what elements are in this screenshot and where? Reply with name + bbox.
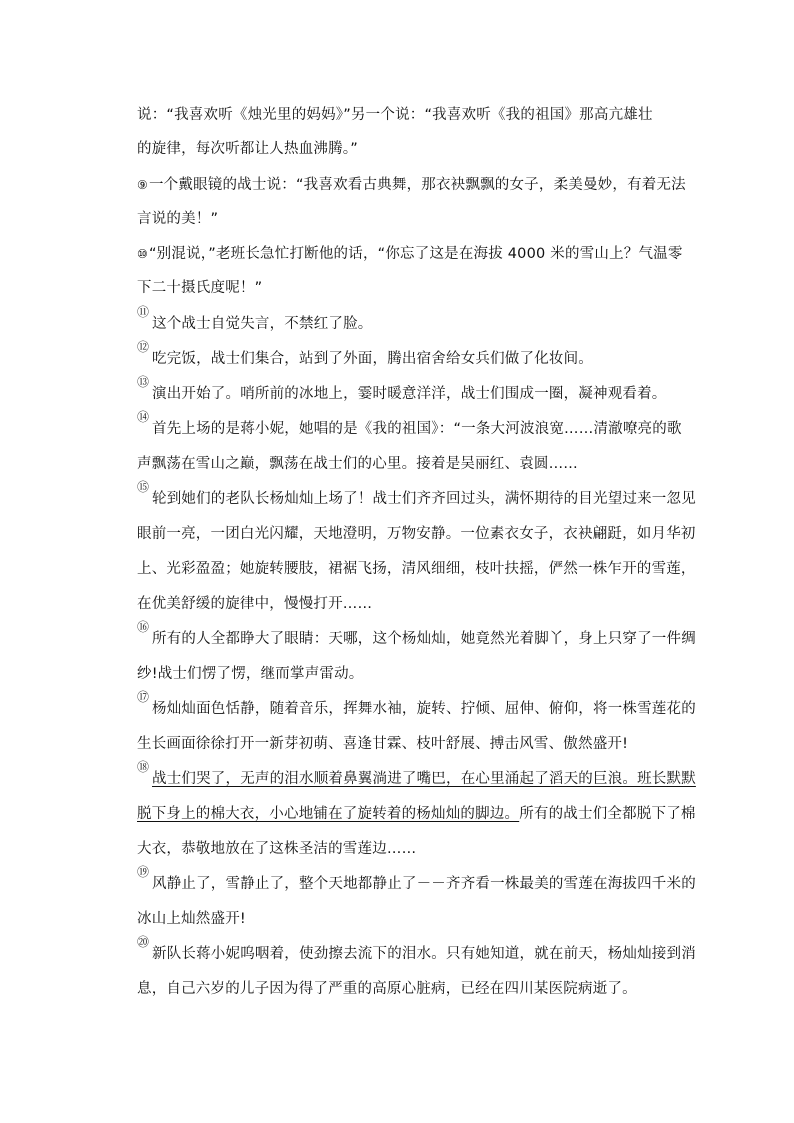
paragraph-18-line-2 xyxy=(137,804,696,824)
paragraph-10-line-1 xyxy=(137,244,683,264)
text-line: 息，自己六岁的儿子因为得了严重的高原心脏病，已经在四川某医院病逝了。 xyxy=(137,981,637,997)
paragraph-number: ⑰ xyxy=(137,690,150,704)
underlined-text-line: 战士们哭了，无声的泪水顺着鼻翼淌进了嘴巴，在心里涌起了滔天的巨浪。班长默默 xyxy=(152,771,696,787)
paragraph-number: ⑯ xyxy=(137,620,150,634)
text-line: 的旋律，每次听都让人热血沸腾。” xyxy=(137,141,358,157)
text-line: 声飘荡在雪山之巅，飘荡在战士们的心里。接着是吴丽红、袁圆…… xyxy=(137,456,578,472)
text-line: 说：“我喜欢听《烛光里的妈妈》”另一个说：“我喜欢听《我的祖国》那高亢雄壮 xyxy=(137,107,653,123)
text-line: 言说的美！” xyxy=(137,211,219,227)
text-line: 演出开始了。哨所前的冰地上，霎时暖意洋洋，战士们围成一圈，凝神观看着。 xyxy=(152,386,667,402)
text-line: 冰山上灿然盛开! xyxy=(137,911,246,927)
paragraph-number: ⑩ xyxy=(137,247,148,261)
text-line: 眼前一亮，一团白光闪耀，天地澄明，万物安静。一位素衣女子，衣袂翩跹，如月华初 xyxy=(137,526,696,542)
text-line: 风静止了，雪静止了，整个天地都静止了－－齐齐看一株最美的雪莲在海拔四千米的 xyxy=(152,876,696,892)
paragraph-number: ⑲ xyxy=(137,865,150,879)
text-line: 下二十摄氏度呢！” xyxy=(137,280,263,296)
paragraph-number: ⑬ xyxy=(137,375,150,389)
text-line: 新队长蒋小妮呜咽着，使劲擦去流下的泪水。只有她知道，就在前天，杨灿灿接到消 xyxy=(152,946,696,962)
underlined-text: 脱下身上的棉大衣，小心地铺在了旋转着的杨灿灿的脚边。 xyxy=(137,806,520,822)
text-line: 首先上场的是蒋小妮，她唱的是《我的祖国》：“一条大河波浪宽……清澈嘹亮的歌 xyxy=(152,421,682,437)
paragraph-number: ⑱ xyxy=(137,760,150,774)
text-line: 这个战士自觉失言，不禁红了脸。 xyxy=(152,316,373,332)
paragraph-number: ⑪ xyxy=(137,305,150,319)
text-line: 轮到她们的老队长杨灿灿上场了！战士们齐齐回过头，满怀期待的目光望过来一忽见 xyxy=(152,491,696,507)
paragraph-number: ⑭ xyxy=(137,410,150,424)
paragraph-number: ⑫ xyxy=(137,340,150,354)
text-line: 纱!战士们愣了愣，继而掌声雷动。 xyxy=(137,666,364,682)
text-fragment: 所有的战士们全都脱下了棉 xyxy=(519,806,696,822)
text-line: 吃完饭，战士们集合，站到了外面，腾出宿舍给女兵们做了化妆间。 xyxy=(152,351,593,367)
text-line: “别混说，”老班长急忙打断他的话，“你忘了这是在海拔 4000 米的雪山上？气温零 xyxy=(148,246,683,262)
text-line: 生长画面徐徐打开一新芽初萌、喜逢甘霖、枝叶舒展、搏击风雪、傲然盛开! xyxy=(137,736,629,752)
text-line: 上、光彩盈盈；她旋转腰肢，裙裾飞扬，清风细细，枝叶扶摇，俨然一株乍开的雪莲， xyxy=(137,561,696,577)
text-line: 一个戴眼镜的战士说：“我喜欢看古典舞，那衣袂飘飘的女子，柔美曼妙，有着无法 xyxy=(148,177,686,193)
text-line: 所有的人全都睁大了眼睛：天哪，这个杨灿灿，她竟然光着脚丫，身上只穿了一件绸 xyxy=(152,631,696,647)
paragraph-number: ⑨ xyxy=(137,178,148,192)
paragraph-9-line-1 xyxy=(137,175,686,195)
text-line: 在优美舒缓的旋律中，慢慢打开…… xyxy=(137,596,373,612)
text-line: 杨灿灿面色恬静，随着音乐，挥舞水袖，旋转、拧倾、屈伸、俯仰，将一株雪莲花的 xyxy=(152,701,696,717)
paragraph-number: ⑮ xyxy=(137,480,150,494)
paragraph-number: ⑳ xyxy=(137,935,150,949)
text-line: 大衣，恭敬地放在了这株圣洁的雪莲边…… xyxy=(137,841,417,857)
